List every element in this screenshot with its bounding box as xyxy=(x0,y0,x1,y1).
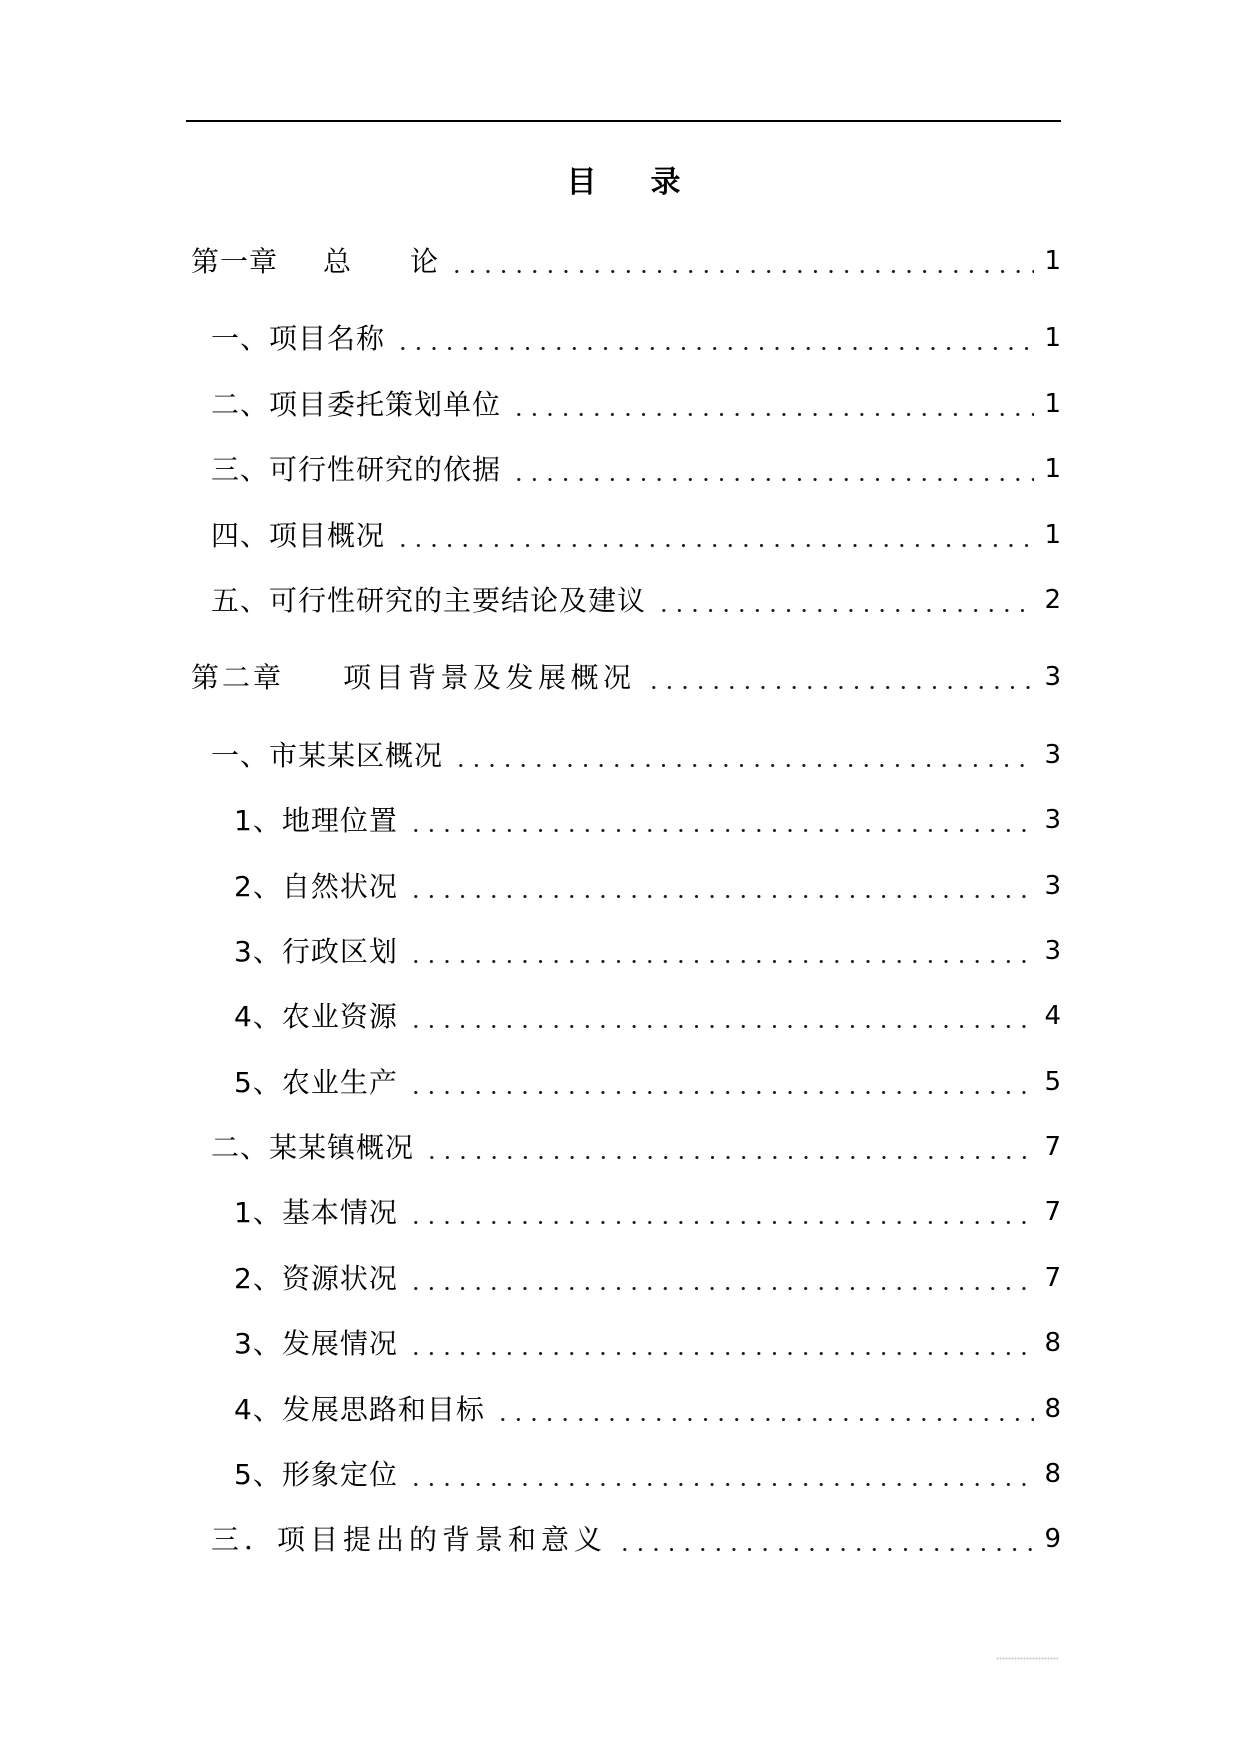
page-title: 目 录 xyxy=(566,165,693,200)
toc-chapter-number: 第二章 xyxy=(191,661,285,695)
toc-dot-leader xyxy=(495,1377,1035,1442)
toc-page-number: 8 xyxy=(1044,1328,1061,1359)
toc-page-number: 7 xyxy=(1044,1197,1061,1228)
toc-entry xyxy=(191,372,1061,437)
toc-page-number: 1 xyxy=(1044,454,1061,485)
toc-page-number: 1 xyxy=(1044,246,1061,276)
toc-label: 1、基本情况 xyxy=(234,1196,398,1230)
toc-dot-leader xyxy=(617,1507,1034,1572)
header-rule xyxy=(186,120,1061,122)
toc-label: 2、自然状况 xyxy=(234,869,398,903)
toc-chapter-number: 第一章 xyxy=(191,245,279,278)
toc-page-number: 9 xyxy=(1044,1524,1061,1555)
toc-label: 3、发展情况 xyxy=(234,1327,398,1361)
toc-page-number: 3 xyxy=(1044,662,1061,693)
toc-entry xyxy=(191,788,1061,853)
toc-entry xyxy=(191,1311,1061,1376)
toc-dot-leader xyxy=(395,503,1034,568)
toc-entry xyxy=(191,984,1061,1049)
toc-dot-leader xyxy=(395,306,1034,371)
toc-page-number: 1 xyxy=(1044,388,1061,419)
toc-dot-leader xyxy=(408,919,1035,984)
toc-label: 5、形象定位 xyxy=(234,1458,398,1492)
toc-label: 3、行政区划 xyxy=(234,934,398,968)
toc-label: 三．项目提出的背景和意义 xyxy=(211,1523,608,1557)
toc-entry xyxy=(191,306,1061,371)
toc-entry xyxy=(191,1246,1061,1311)
toc-entry xyxy=(191,568,1061,633)
toc-dot-leader xyxy=(453,723,1034,788)
toc-dot-leader xyxy=(408,1311,1035,1376)
toc-dot-leader xyxy=(408,788,1035,853)
toc-entry xyxy=(191,723,1061,788)
toc-label: 三、可行性研究的依据 xyxy=(211,453,502,487)
toc-page-number: 8 xyxy=(1044,1393,1061,1424)
toc-entry-chapter-2 xyxy=(191,645,1061,710)
toc-entry xyxy=(191,919,1061,984)
toc-page-number: 2 xyxy=(1044,584,1061,615)
toc-dot-leader xyxy=(408,984,1035,1049)
toc-dot-leader xyxy=(424,1115,1034,1180)
toc-label: 二、某某镇概况 xyxy=(211,1131,415,1165)
toc-page-number: 1 xyxy=(1044,323,1061,354)
toc-dot-leader xyxy=(408,854,1035,919)
toc-label: 一、市某某区概况 xyxy=(211,738,444,772)
toc-label: 5、农业生产 xyxy=(234,1065,398,1099)
toc-entry-chapter-1 xyxy=(191,229,1061,294)
toc-page-number: 1 xyxy=(1044,519,1061,550)
toc-entry xyxy=(191,1180,1061,1245)
toc-entry xyxy=(191,1115,1061,1180)
toc-label: 项目背景及发展概况 xyxy=(343,661,636,695)
toc-dot-leader xyxy=(646,645,1035,710)
toc-label: 二、项目委托策划单位 xyxy=(211,387,502,421)
footer-dotted-mark xyxy=(996,1657,1058,1660)
toc-label: 四、项目概况 xyxy=(211,518,386,552)
toc-entry xyxy=(191,1507,1061,1572)
toc-page-number: 3 xyxy=(1044,739,1061,770)
toc-page-number: 7 xyxy=(1044,1132,1061,1163)
toc-label: 总 论 xyxy=(323,245,440,278)
toc-label: 1、地理位置 xyxy=(234,804,398,838)
toc-dot-leader xyxy=(408,1180,1035,1245)
toc-label: 4、发展思路和目标 xyxy=(234,1392,485,1426)
toc-page-number: 8 xyxy=(1044,1459,1061,1490)
toc-dot-leader xyxy=(656,568,1034,633)
toc-label: 4、农业资源 xyxy=(234,1000,398,1034)
toc-page-number: 3 xyxy=(1044,870,1061,901)
toc-page-number: 4 xyxy=(1044,1001,1061,1032)
toc-label: 一、项目名称 xyxy=(211,322,386,356)
toc-entry xyxy=(191,1377,1061,1442)
toc-page-number: 3 xyxy=(1044,805,1061,836)
toc-entry xyxy=(191,1442,1061,1507)
toc-entry xyxy=(191,503,1061,568)
toc-dot-leader xyxy=(511,372,1034,437)
toc-page-number: 3 xyxy=(1044,935,1061,966)
toc-page-number: 7 xyxy=(1044,1262,1061,1293)
toc-dot-leader xyxy=(408,1246,1035,1311)
toc-dot-leader xyxy=(511,437,1034,502)
toc-dot-leader xyxy=(408,1050,1035,1115)
toc-label: 2、资源状况 xyxy=(234,1261,398,1295)
toc-entry xyxy=(191,854,1061,919)
toc-page-number: 5 xyxy=(1044,1066,1061,1097)
toc-dot-leader xyxy=(408,1442,1035,1507)
table-of-contents xyxy=(191,229,1061,1573)
toc-label: 五、可行性研究的主要结论及建议 xyxy=(211,583,647,617)
toc-entry xyxy=(191,1050,1061,1115)
toc-entry xyxy=(191,437,1061,502)
toc-dot-leader xyxy=(449,229,1034,294)
